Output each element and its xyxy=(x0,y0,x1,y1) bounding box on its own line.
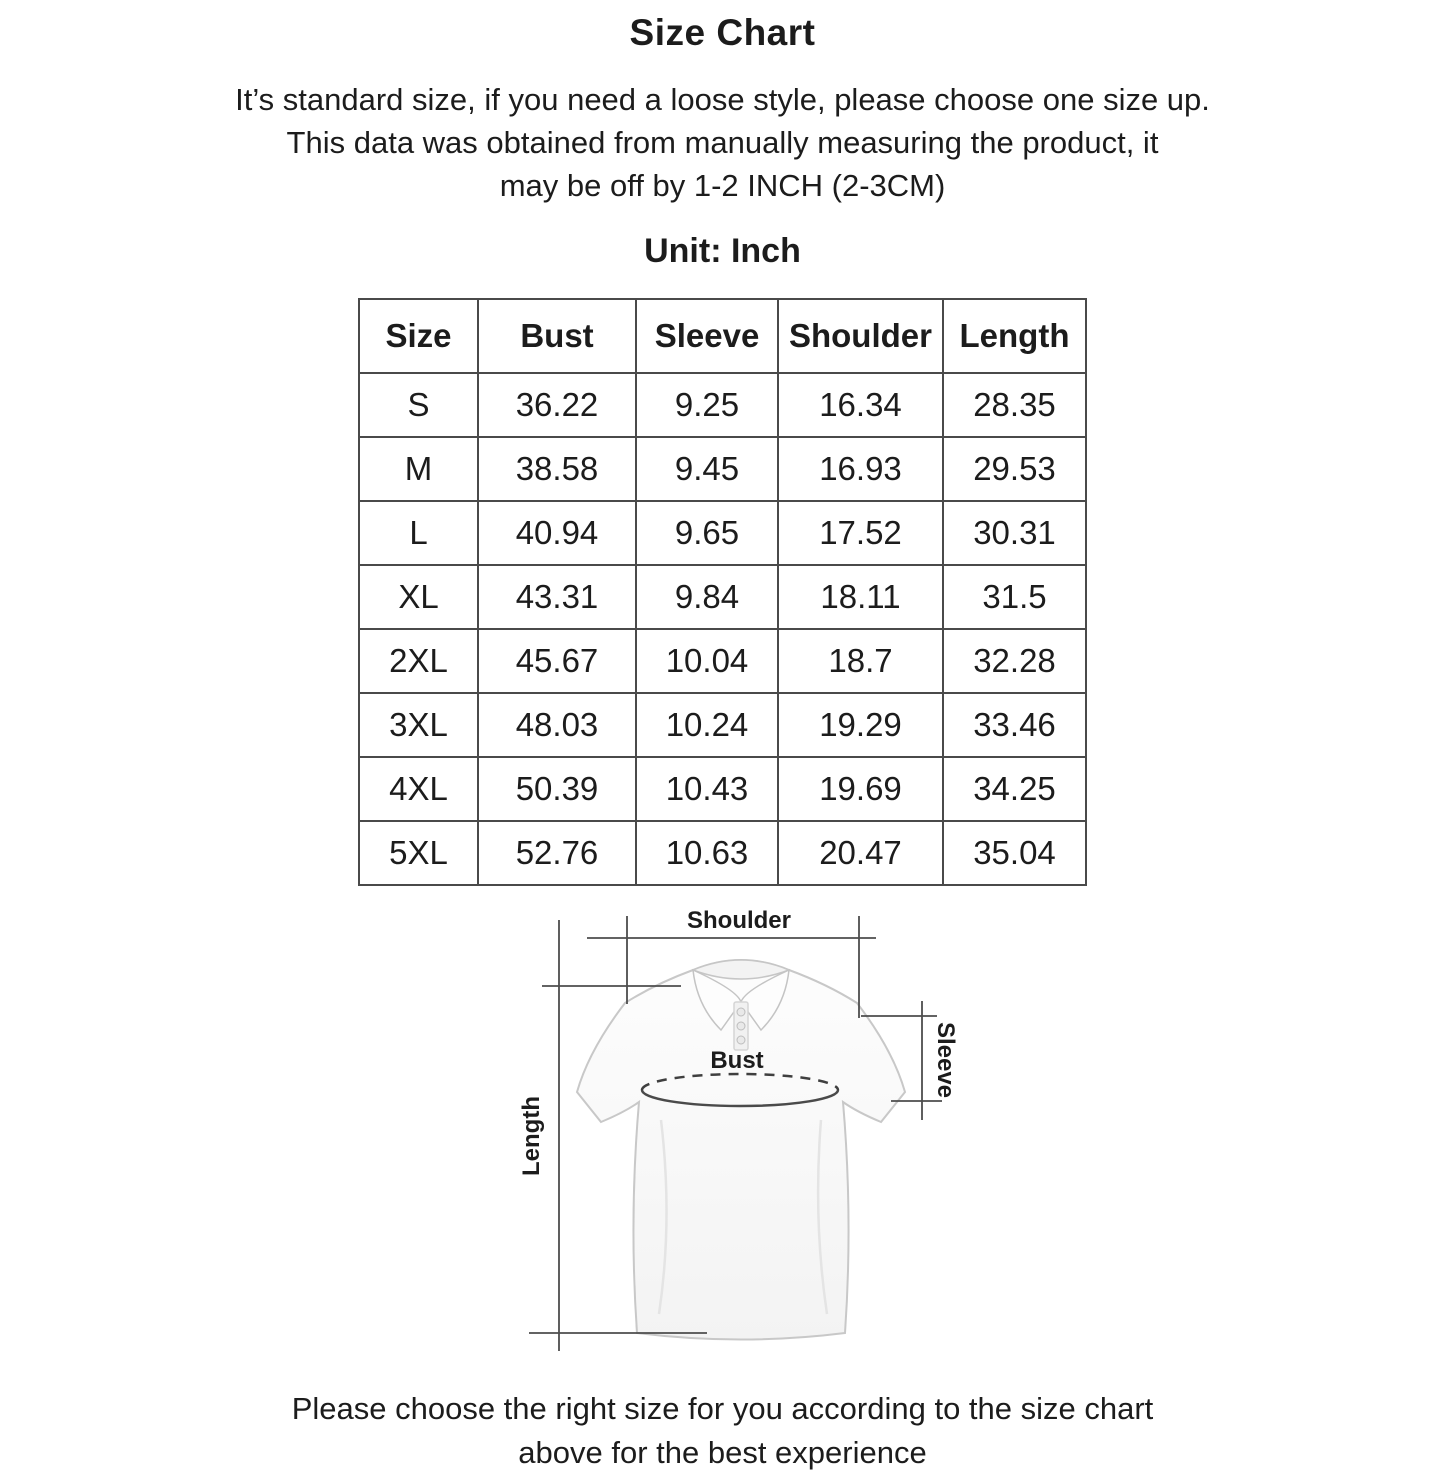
bust-measure-label: Bust xyxy=(709,1047,764,1074)
length-measure-label: Length xyxy=(517,1096,545,1176)
column-header-length: Length xyxy=(943,299,1086,373)
table-row-2xl xyxy=(359,629,1086,693)
footer-note xyxy=(0,1387,1445,1475)
cell-size: M xyxy=(359,437,478,501)
cell-length: 33.46 xyxy=(943,693,1086,757)
cell-sleeve: 10.43 xyxy=(636,757,778,821)
column-header-shoulder: Shoulder xyxy=(778,299,943,373)
cell-sleeve: 10.63 xyxy=(636,821,778,885)
cell-bust: 45.67 xyxy=(478,629,636,693)
button-icon xyxy=(737,1036,745,1044)
table-row-3xl xyxy=(359,693,1086,757)
size-table-header-row xyxy=(359,299,1086,373)
polo-shirt-diagram-svg xyxy=(509,908,969,1358)
table-row-5xl xyxy=(359,821,1086,885)
cell-sleeve: 9.84 xyxy=(636,565,778,629)
column-header-size: Size xyxy=(359,299,478,373)
cell-size: L xyxy=(359,501,478,565)
cell-shoulder: 19.29 xyxy=(778,693,943,757)
cell-shoulder: 18.7 xyxy=(778,629,943,693)
cell-bust: 38.58 xyxy=(478,437,636,501)
cell-length: 29.53 xyxy=(943,437,1086,501)
column-header-sleeve: Sleeve xyxy=(636,299,778,373)
cell-size: S xyxy=(359,373,478,437)
cell-size: XL xyxy=(359,565,478,629)
cell-sleeve: 9.25 xyxy=(636,373,778,437)
table-row-m xyxy=(359,437,1086,501)
table-row-xl xyxy=(359,565,1086,629)
button-icon xyxy=(737,1022,745,1030)
description-line-2: This data was obtained from manually measuring the product, it xyxy=(286,125,1159,160)
description-line-1: It’s standard size, if you need a loose style, please choose one size up. xyxy=(235,82,1210,117)
cell-bust: 36.22 xyxy=(478,373,636,437)
cell-bust: 48.03 xyxy=(478,693,636,757)
footer-note-line-2: above for the best experience xyxy=(518,1435,927,1470)
table-row-4xl xyxy=(359,757,1086,821)
table-row-l xyxy=(359,501,1086,565)
cell-shoulder: 16.34 xyxy=(778,373,943,437)
cell-size: 2XL xyxy=(359,629,478,693)
cell-size: 3XL xyxy=(359,693,478,757)
cell-shoulder: 19.69 xyxy=(778,757,943,821)
column-header-bust: Bust xyxy=(478,299,636,373)
shoulder-measure-label: Shoulder xyxy=(686,908,791,934)
cell-sleeve: 9.65 xyxy=(636,501,778,565)
cell-length: 28.35 xyxy=(943,373,1086,437)
shirt-measurement-diagram xyxy=(509,908,969,1363)
cell-size: 5XL xyxy=(359,821,478,885)
size-table xyxy=(358,298,1087,886)
cell-sleeve: 9.45 xyxy=(636,437,778,501)
page-title: Size Chart xyxy=(629,12,816,53)
cell-length: 34.25 xyxy=(943,757,1086,821)
cell-bust: 50.39 xyxy=(478,757,636,821)
cell-sleeve: 10.24 xyxy=(636,693,778,757)
cell-bust: 52.76 xyxy=(478,821,636,885)
polo-shirt-illustration xyxy=(577,960,905,1340)
cell-shoulder: 17.52 xyxy=(778,501,943,565)
footer-note-line-1: Please choose the right size for you according to the size chart xyxy=(291,1391,1154,1426)
description-line-3: may be off by 1-2 INCH (2-3CM) xyxy=(499,168,946,203)
size-description xyxy=(0,78,1445,207)
sleeve-measure-label: Sleeve xyxy=(931,1021,959,1099)
cell-size: 4XL xyxy=(359,757,478,821)
unit-label: Unit: Inch xyxy=(644,232,801,270)
cell-shoulder: 18.11 xyxy=(778,565,943,629)
cell-bust: 40.94 xyxy=(478,501,636,565)
cell-shoulder: 16.93 xyxy=(778,437,943,501)
cell-length: 31.5 xyxy=(943,565,1086,629)
cell-length: 30.31 xyxy=(943,501,1086,565)
cell-shoulder: 20.47 xyxy=(778,821,943,885)
table-row-s xyxy=(359,373,1086,437)
cell-length: 32.28 xyxy=(943,629,1086,693)
cell-bust: 43.31 xyxy=(478,565,636,629)
cell-length: 35.04 xyxy=(943,821,1086,885)
cell-sleeve: 10.04 xyxy=(636,629,778,693)
button-icon xyxy=(737,1008,745,1016)
